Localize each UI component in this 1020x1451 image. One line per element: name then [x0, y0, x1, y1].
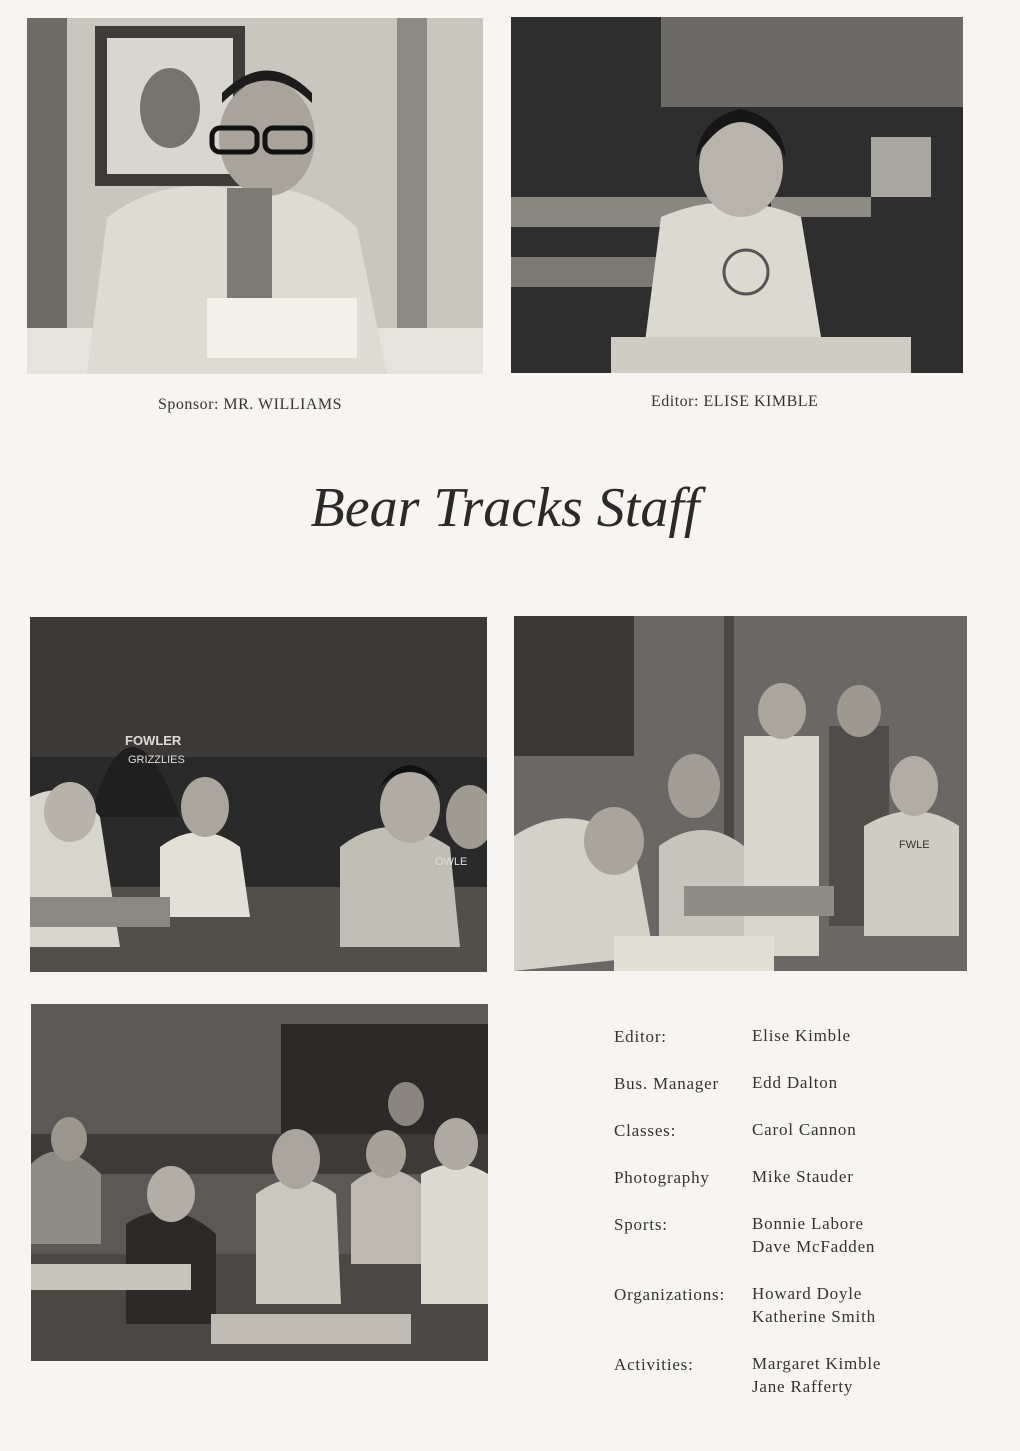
staff-name-editor: Elise Kimble	[752, 1026, 851, 1045]
sweatshirt-text-1: FOWLER	[125, 733, 182, 748]
staff-role-organizations: Organizations:	[614, 1285, 725, 1304]
staff-role-classes: Classes:	[614, 1121, 677, 1140]
caption-sponsor: Sponsor: MR. WILLIAMS	[158, 396, 342, 413]
sweatshirt-text-3: OWLE	[435, 856, 468, 868]
staff-role-activities: Activities:	[614, 1355, 694, 1374]
staff-name-sports-2: Dave McFadden	[752, 1237, 876, 1256]
staff-name-organizations-2: Katherine Smith	[752, 1307, 876, 1326]
photo-staff-group-bottom	[31, 1004, 488, 1361]
staff-name-activities-1: Margaret Kimble	[752, 1354, 882, 1373]
staff-name-classes: Carol Cannon	[752, 1120, 857, 1139]
photo-staff-group-right	[514, 616, 967, 971]
photo-editor	[511, 17, 963, 373]
photo-sponsor	[27, 18, 483, 374]
staff-name-sports-1: Bonnie Labore	[752, 1214, 864, 1233]
sweatshirt-text-2: GRIZZLIES	[128, 754, 185, 766]
staff-name-bus-manager: Edd Dalton	[752, 1073, 838, 1092]
sweatshirt-text-4: FWLE	[899, 839, 930, 851]
page-title: Bear Tracks Staff	[310, 477, 700, 539]
staff-role-editor: Editor:	[614, 1027, 667, 1046]
staff-role-photography: Photography	[614, 1168, 710, 1187]
staff-role-bus-manager: Bus. Manager	[614, 1074, 719, 1093]
staff-name-organizations-1: Howard Doyle	[752, 1284, 863, 1303]
photo-staff-group-left	[30, 617, 487, 972]
staff-name-photography: Mike Stauder	[752, 1167, 854, 1186]
staff-role-sports: Sports:	[614, 1215, 668, 1234]
caption-editor: Editor: ELISE KIMBLE	[651, 393, 819, 410]
staff-name-activities-2: Jane Rafferty	[752, 1377, 854, 1396]
